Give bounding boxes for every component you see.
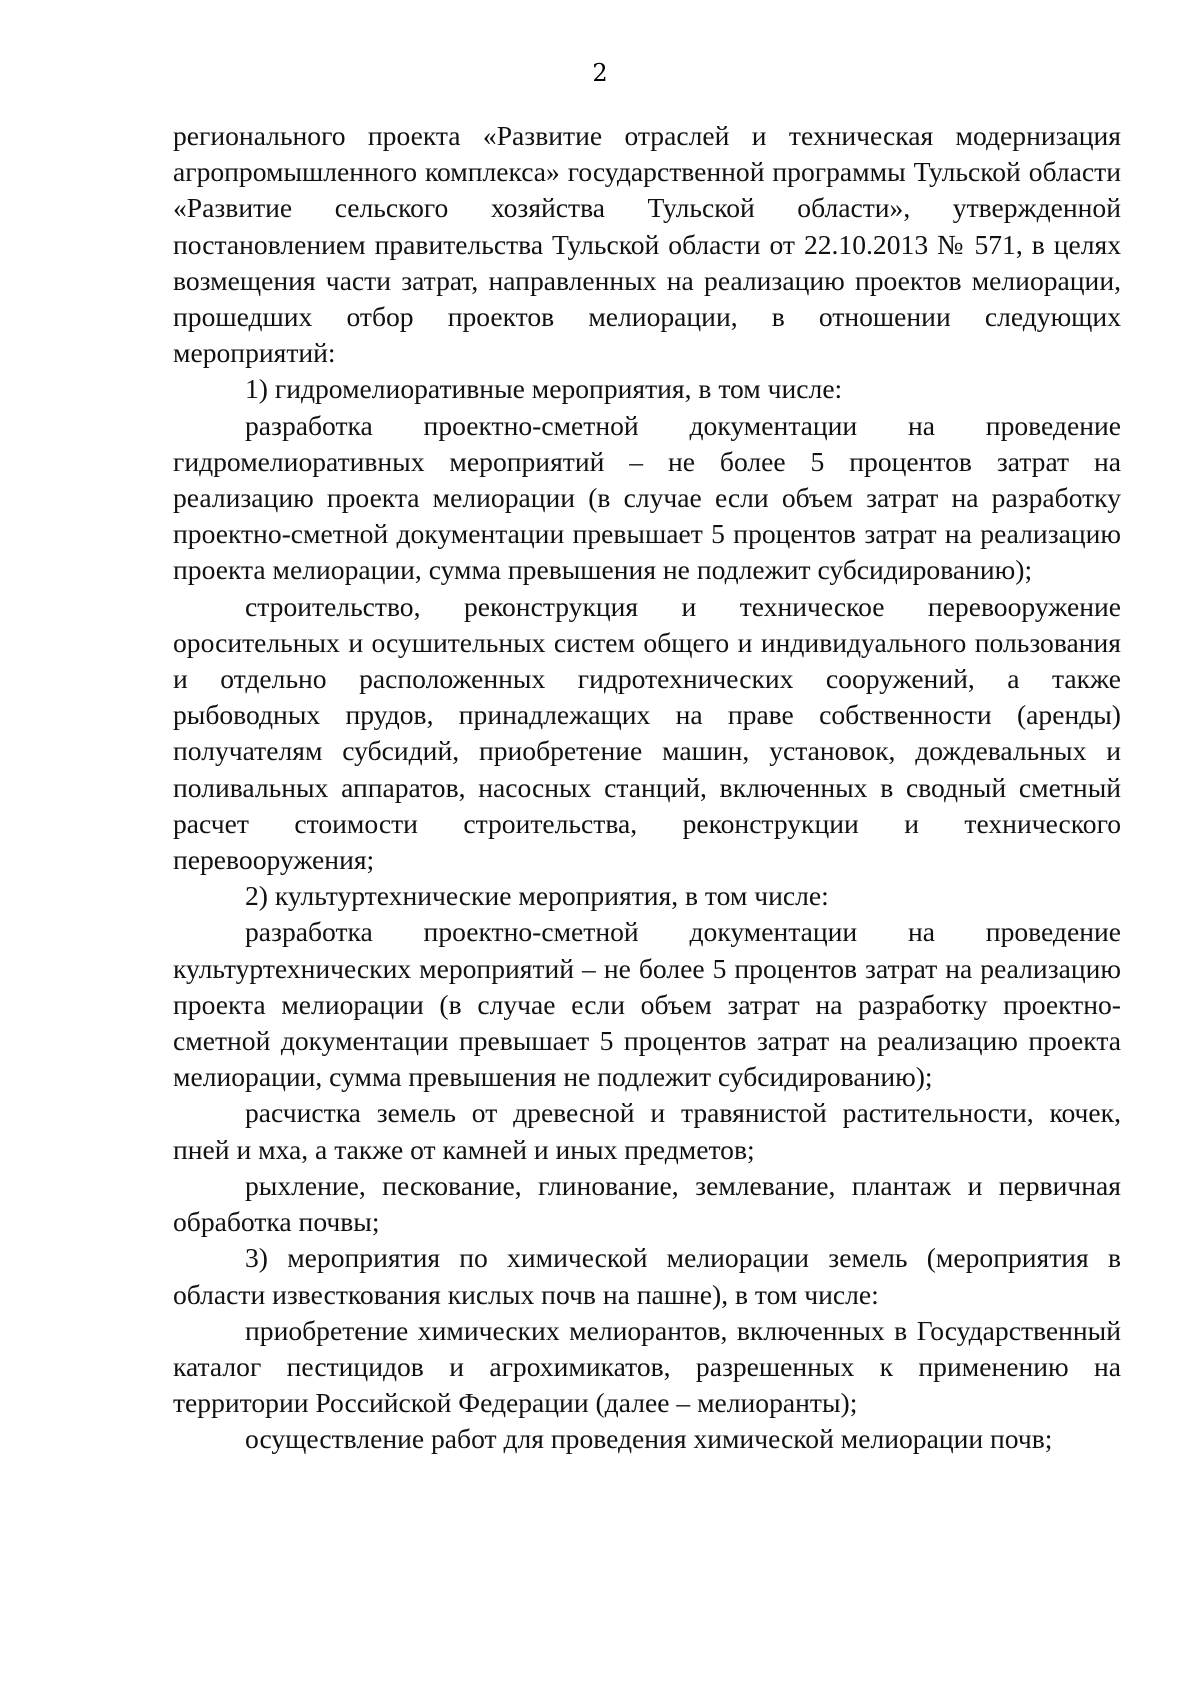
paragraph-item-2-heading: 2) культуртехнические мероприятия, в том числе: xyxy=(245,880,829,912)
paragraph-item-2-design-docs: разработка проектно-сметной документации на проведение культуртехнических мероприятий – не более 5 процентов затрат на реализацию проекта мелиорации (в случае если объем затрат на разработку проектно-сметной документации превышает 5 процентов затрат на реализацию проекта мелиорации, сумма превышения не подлежит субсидированию); xyxy=(173,916,1121,1093)
paragraph-item-3-heading: 3) мероприятия по химической мелиорации земель (мероприятия в области известкования кислых почв на пашне), в том числе: xyxy=(173,1242,1121,1310)
paragraph-item-3-ameliorants: приобретение химических мелиорантов, включенных в Государственный каталог пестицидов и агрохимикатов, разрешенных к применению на территории Российской Федерации (далее – мелиоранты); xyxy=(173,1314,1121,1419)
document-body xyxy=(173,118,1121,1458)
paragraph-item-2-tillage: рыхление, пескование, глинование, землевание, плантаж и первичная обработка почвы; xyxy=(173,1169,1121,1238)
paragraph-item-2-clearing: расчистка земель от древесной и травянистой растительности, кочек, пней и мха, а также от камней и иных предметов; xyxy=(173,1097,1121,1165)
paragraph-item-1-construction: строительство, реконструкция и техническое перевооружение оросительных и осушительных систем общего и индивидуального пользования и отдельно расположенных гидротехнических сооружений, а также рыбоводных прудов, принадлежащих на праве собственности (аренды) получателям субсидий, приобретение машин, установок, дождевальных и поливальных аппаратов, насосных станций, включенных в сводный сметный расчет стоимости строительства, реконструкции и технического перевооружения; xyxy=(173,590,1121,876)
page-number: 2 xyxy=(592,59,608,87)
paragraph-item-1-heading: 1) гидромелиоративные мероприятия, в том числе: xyxy=(245,373,843,405)
paragraph-item-1-design-docs: разработка проектно-сметной документации на проведение гидромелиоративных мероприятий – не более 5 процентов затрат на реализацию проекта мелиорации (в случае если объем затрат на разработку проектно-сметной документации превышает 5 процентов затрат на реализацию проекта мелиорации, сумма превышения не подлежит субсидированию); xyxy=(173,409,1121,586)
paragraph-preamble: регионального проекта «Развитие отраслей и техническая модернизация агропромышленного комплекса» государственной программы Тульской области «Развитие сельского хозяйства Тульской области», утвержденной постановлением правительства Тульской области от 22.10.2013 № 571, в целях возмещения части затрат, направленных на реализацию проектов мелиорации, прошедших отбор проектов мелиорации, в отношении следующих мероприятий: xyxy=(173,120,1121,369)
paragraph-item-3-works: осуществление работ для проведения химической мелиорации почв; xyxy=(245,1423,1053,1455)
